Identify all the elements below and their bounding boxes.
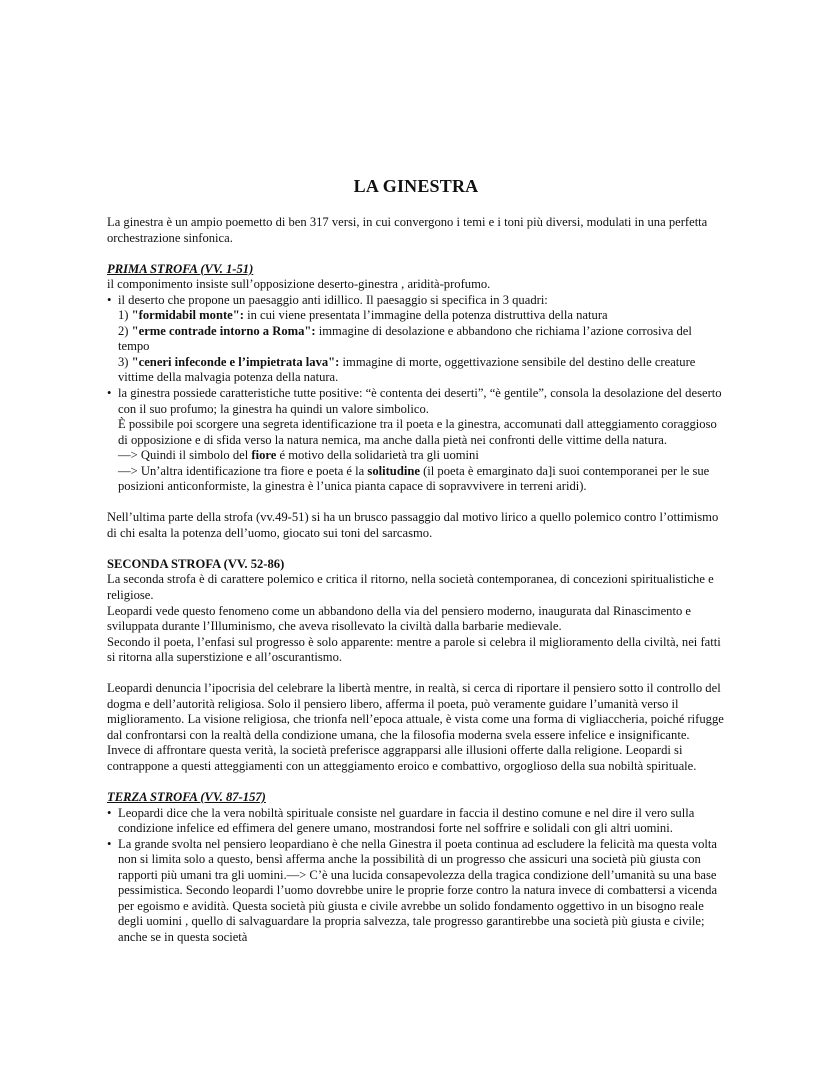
s3-bullet-svolta: • La grande svolta nel pensiero leopardiano è che nella Ginestra il poeta continua ad escludere la felicità ma questa volta non si limita solo a questo, bensì afferma anche la possibilità di un progresso che assicuri una società più giusta con rapporti più umani tra gli uomini.—> C’è una lucida consapevolezza della tragica condizione dell’umanità su una base pessimistica. Secondo leopardi l’uomo dovrebbe unire le proprie forze contro la natura invece di combattersi a vicenda per egoismo e avidità. Questa società più giusta e civile avrebbe un solido fondamento oggettivo in un bisogno reale degli uomini , quello di salvaguardare la propria salvezza, tale progresso garantirebbe una società più giusta e civile; anche se in questa società	[107, 837, 725, 946]
s1-line1: il componimento insiste sull’opposizione deserto-ginestra , aridità-profumo.	[107, 277, 491, 292]
s2-paragraph-3: Secondo il poeta, l’enfasi sul progresso è solo apparente: mentre a parole si celebra il miglioramento della civiltà, nei fatti si ritorna alla superstizione e all’oscurantismo.	[107, 634, 721, 665]
section-heading-prima-strofa: PRIMA STROFA (VV. 1-51)	[107, 261, 254, 276]
s1-quadro-2: 2) "erme contrade intorno a Roma": immagine di desolazione e abbandono che richiama l’azione corrosiva del tempo	[118, 323, 692, 354]
section-heading-terza-strofa: TERZA STROFA (VV. 87-157)	[107, 790, 266, 804]
section-heading-seconda-strofa: SECONDA STROFA (VV. 52-86)	[107, 556, 285, 571]
s2-paragraph-4: Leopardi denuncia l’ipocrisia del celebrare la libertà mentre, in realtà, si cerca di riportare il pensiero sotto il controllo del dogma e dell’autorità religiosa. Solo il pensiero libero, afferma il poeta, può veramente guidare l’umanità verso il miglioramento. La visione religiosa, che trionfa nell’epoca attuale, è vista come una forma di vigliaccheria, poiché rifugge dal confrontarsi con la realtà della condizione umana, che la filosofia moderna svela essere infelice e insignificante. Invece di affrontare questa verità, la società preferisce aggrapparsi alle illusioni offerte dalla religione. Leopardi si contrappone a questi atteggiamenti con un atteggiamento eroico e combattivo, orgoglioso della sua nobiltà spirituale.	[107, 681, 724, 773]
s1-arrow-fiore: —> Quindi il simbolo del fiore é motivo della solidarietà tra gli uomini	[118, 448, 479, 463]
s1-closing-paragraph: Nell’ultima parte della strofa (vv.49-51) si ha un brusco passaggio dal motivo lirico a quello polemico contro l’ottimismo di chi esalta la potenza dell’uomo, giocato sui toni del sarcasmo.	[107, 510, 719, 540]
s1-quadro-1: 1) "formidabil monte": in cui viene presentata l’immagine della potenza distruttiva della natura	[118, 308, 608, 323]
s2-paragraph-1: La seconda strofa è di carattere polemico e critica il ritorno, nella società contemporanea, di concezioni spiritualistiche e religiose.	[107, 572, 714, 602]
s1-quadro-3: 3) "ceneri infeconde e l’impietrata lava": immagine di morte, oggettivazione sensibile del destino delle creature vittime della malvagia potenza della natura.	[118, 354, 696, 385]
spacer	[107, 666, 725, 682]
s2-paragraph-2: Leopardi vede questo fenomeno come un abbandono della via del pensiero moderno, inaugurata dal Rinascimento e sviluppata durante l’Illuminismo, che aveva risollevato la civiltà dalla barbarie medievale.	[107, 603, 692, 634]
s1-arrow-solitudine: —> Un’altra identificazione tra fiore e poeta é la solitudine (il poeta è emarginato da]i suoi contemporanei per le sue posizioni anticonformiste, la ginestra è l’unica pianta capace di sopravvivere in terreni aridi).	[118, 463, 710, 494]
spacer	[107, 495, 725, 511]
s1-identification-paragraph: È possibile poi scorgere una segreta identificazione tra il poeta e la ginestra, accomunati dall atteggiamento coraggioso di opposizione e di sfida verso la natura nemica, ma anche dalla pietà nei confronti delle vittime della natura.	[118, 417, 717, 447]
page-title: LA GINESTRA	[353, 176, 479, 196]
s3-bullet-nobilta: • Leopardi dice che la vera nobiltà spirituale consiste nel guardare in faccia il destino comune e nel dire il vero sulla condizione infelice ed effimera del genere umano, mostrandosi forte nel soffrire e solidali con gli altri uomini.	[107, 806, 725, 837]
spacer	[107, 541, 725, 557]
document-body	[107, 175, 725, 945]
s1-bullet-deserto: • il deserto che propone un paesaggio anti idillico. Il paesaggio si specifica in 3 quadri:	[107, 293, 725, 309]
spacer	[107, 246, 725, 262]
spacer	[107, 775, 725, 791]
intro-paragraph: La ginestra è un ampio poemetto di ben 317 versi, in cui convergono i temi e i toni più diversi, modulati in una perfetta orchestrazione sinfonica.	[107, 215, 708, 245]
s1-bullet-ginestra: • la ginestra possiede caratteristiche tutte positive: “è contenta dei deserti”, “è gentile”, consola la desolazione del deserto con il suo profumo; la ginestra ha quindi un valore simbolico.	[107, 386, 725, 417]
